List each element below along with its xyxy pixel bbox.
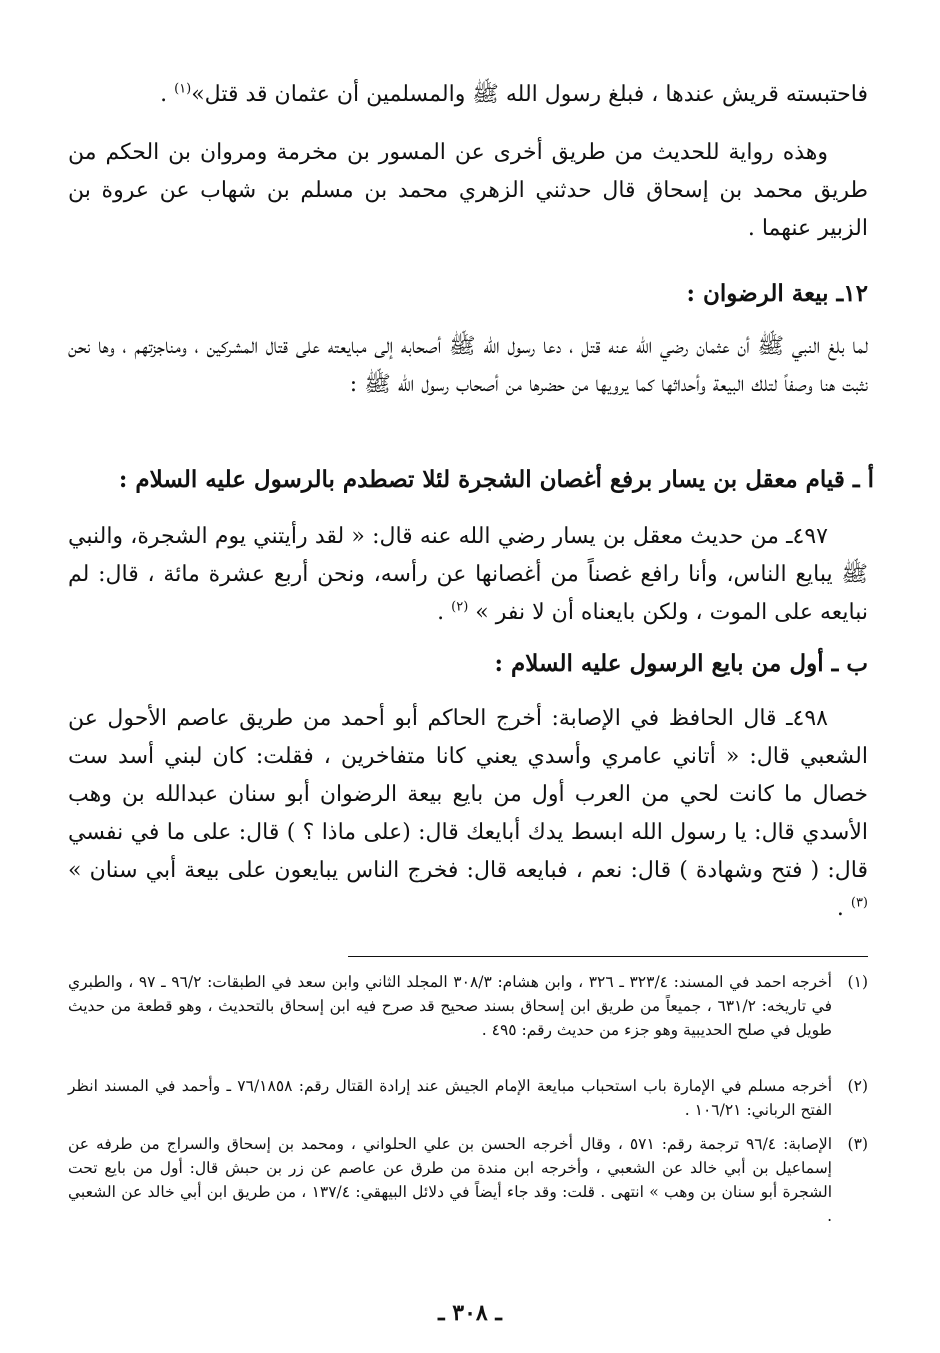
paragraph-narration-chain: وهذه رواية للحديث من طريق أخرى عن المسور بن مخرمة ومروان بن الحكم من طريق محمد بن إسحاق قال حدثني الزهري محمد بن مسلم بن شهاب عن عروة بن الزبير عنهما . (68, 140, 868, 241)
paragraph-end: . (160, 82, 175, 107)
paragraph-text: فاحتبسته قريش عندها ، فبلغ رسول الله ﷺ والمسلمين أن عثمان قد قتل» (191, 82, 868, 107)
footnote-text: أخرجه مسلم في الإمارة باب استحباب مبايعة الإمام الجيش عند إرادة القتال رقم: ٧٦/١٨٥٨ ـ وأحمد في المسند انظر الفتح الرباني: ١٠٦/٢١ . (68, 1077, 832, 1119)
paragraph-continuation (68, 76, 868, 114)
footnote-number: (٢) (847, 1077, 868, 1095)
footnote-text: الإصابة: ٩٦/٤ ترجمة رقم: ٥٧١ ، وقال أخرجه الحسن بن علي الحلواني ، ومحمد بن إسحاق والسراج من طرفه عن إسماعيل بن أبي خالد عن الشعبي ، وأخرجه ابن مندة من طرق عن عاصم عن زر بن حبش قال: أول من بايع تحت الشجرة أبو سنان بن وهب » انتهى . قلت: وقد جاء أيضاً في دلائل البيهقي: ١٣٧/٤ ، من طريق ابن أبي خالد عن الشعبي . (68, 1135, 833, 1225)
footnote-2 (68, 1074, 868, 1122)
paragraph-intro: لما بلغ النبي ﷺ أن عثمان رضي الله عنه قتل ، دعا رسول الله ﷺ أصحابه إلى مبايعته على قتال المشركين ، ومناجزتهم ، وها نحن نثبت هنا وصفاً لتلك البيعة وأحداثها كما يرويها من حضرها من أصحاب رسول الله ﷺ : (68, 334, 868, 397)
subheading-b: ب ـ أول من بايع الرسول عليه السلام : (494, 650, 868, 677)
footnote-number: (٣) (847, 1135, 868, 1153)
hadith-497 (68, 518, 868, 632)
section-heading: ١٢ـ بيعة الرضوان : (686, 280, 868, 307)
footnote-divider (348, 956, 868, 957)
hadith-end: . (836, 896, 851, 921)
page-number: ـ ٣٠٨ ـ (438, 1300, 502, 1326)
footnote-ref-1: (١) (174, 81, 192, 97)
footnote-text: أخرجه احمد في المسند: ٣٢٣/٤ ـ ٣٢٦ ، وابن هشام: ٣٠٨/٣ المجلد الثاني وابن سعد في الطبقات: ٩٦/٢ ـ ٩٧ ، والطبري في تاريخه: ٦٣١/٢ ، جميعاً من طريق ابن إسحاق بسند صحيح قد صرح فيه ابن إسحاق بالتحديث ، وهو قطعة من حديث طويل في صلح الحديبية وهو جزء من حديث رقم: ٤٩٥ . (68, 973, 832, 1039)
hadith-text: ٤٩٧ـ من حديث معقل بن يسار رضي الله عنه قال: « لقد رأيتني يوم الشجرة، والنبي ﷺ يبايع الناس، وأنا رافع غصناً من أغصانها عن رأسه، ونحن أربع عشرة مائة ، قال: لم نبايعه على الموت ، ولكن بايعناه أن لا نفر » (68, 524, 868, 625)
subheading-a: أ ـ قيام معقل بن يسار برفع أغصان الشجرة لئلا تصطدم بالرسول عليه السلام : (118, 466, 874, 493)
hadith-text: ٤٩٨ـ قال الحافظ في الإصابة: أخرج الحاكم أبو أحمد من طريق عاصم الأحول عن الشعبي قال: « أتاني عامري وأسدي يعني كانا متفاخرين ، فقلت: كان لبني أسد ست خصال ما كانت لحي من العرب أول من بايع بيعة الرضوان أبو سنان عبدالله بن وهب الأسدي قال: يا رسول الله ابسط يدك أبايعك قال: (على ماذا ؟ ) قال: على ما في نفسي قال: ( فتح وشهادة ) قال: نعم ، فبايعه قال: فخرج الناس يبايعون على بيعة أبي سنان » (68, 706, 868, 883)
hadith-498 (68, 700, 868, 928)
hadith-end: . (437, 600, 452, 625)
footnote-ref-2: (٢) (451, 599, 469, 615)
footnote-3 (68, 1132, 868, 1228)
footnote-ref-3: (٣) (850, 895, 868, 911)
footnote-1 (68, 970, 868, 1042)
footnote-number: (١) (847, 973, 868, 991)
